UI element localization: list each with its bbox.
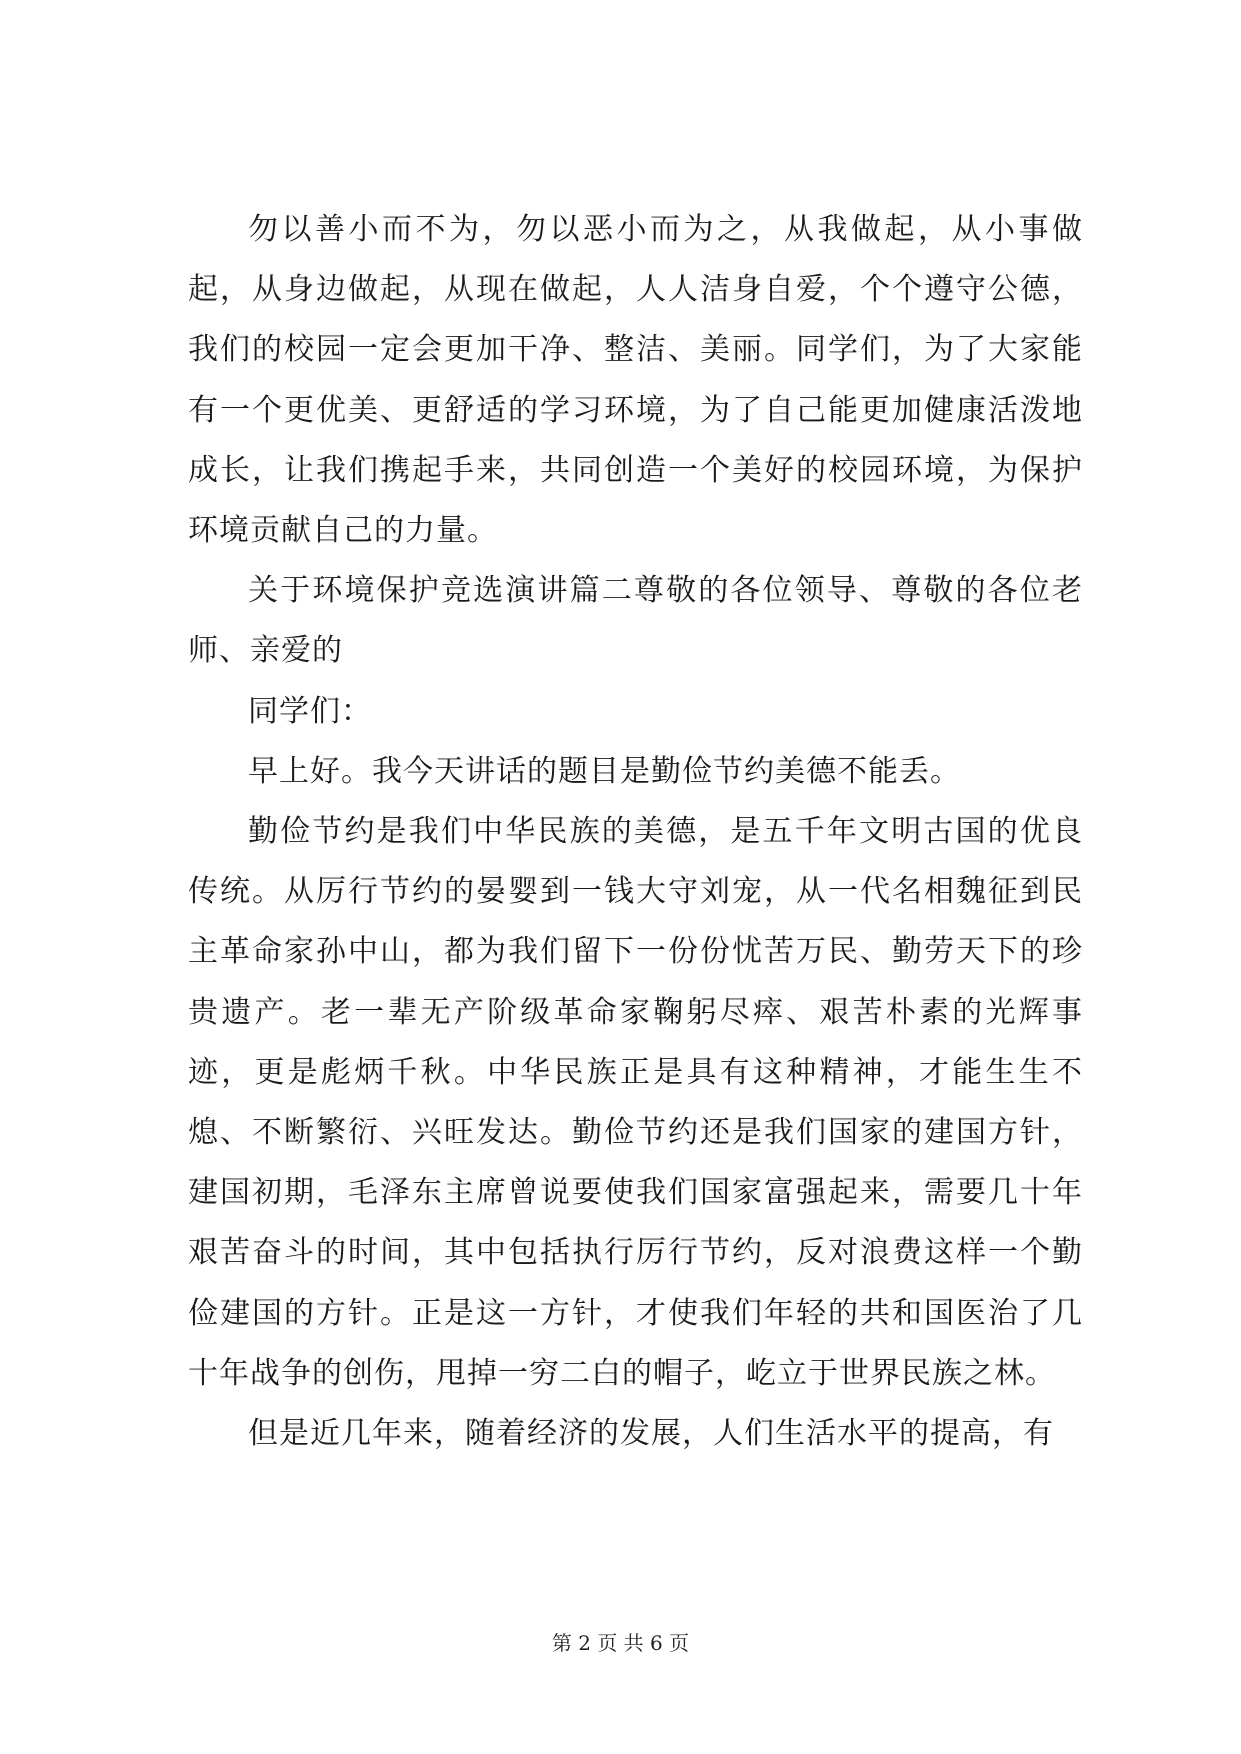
paragraph-6: 但是近几年来，随着经济的发展，人们生活水平的提高，有 [248, 1416, 1054, 1452]
paragraph-2: 关于环境保护竞选演讲篇二尊敬的各位领导、尊敬的各位老师、亲爱的 [188, 573, 1083, 669]
paragraph-3: 同学们： [248, 693, 372, 729]
paragraph-1: 勿以善小而不为，勿以恶小而为之，从我做起，从小事做起，从身边做起，从现在做起，人人洁身自爱，个个遵守公德，我们的校园一定会更加干净、整洁、美丽。同学们，为了大家能有一个更优美、更舒适的学习环境，为了自己能更加健康活泼地成长，让我们携起手来，共同创造一个美好的校园环境，为保护环境贡献自己的力量。 [188, 212, 1083, 549]
paragraph-4: 早上好。我今天讲话的题目是勤俭节约美德不能丢。 [248, 753, 961, 789]
paragraph-5: 勤俭节约是我们中华民族的美德，是五千年文明古国的优良传统。从厉行节约的晏婴到一钱大守刘宠，从一代名相魏征到民主革命家孙中山，都为我们留下一份份忧苦万民、勤劳天下的珍贵遗产。老一辈无产阶级革命家鞠躬尽瘁、艰苦朴素的光辉事迹，更是彪炳千秋。中华民族正是具有这种精神，才能生生不熄、不断繁衍、兴旺发达。勤俭节约还是我们国家的建国方针，建国初期，毛泽东主席曾说要使我们国家富强起来，需要几十年艰苦奋斗的时间，其中包括执行厉行节约，反对浪费这样一个勤俭建国的方针。正是这一方针，才使我们年轻的共和国医治了几十年战争的创伤，甩掉一穷二白的帽子，屹立于世界民族之林。 [188, 814, 1083, 1391]
page-number-footer: 第 2 页 共 6 页 [551, 1631, 690, 1655]
document-body [188, 200, 1083, 1464]
